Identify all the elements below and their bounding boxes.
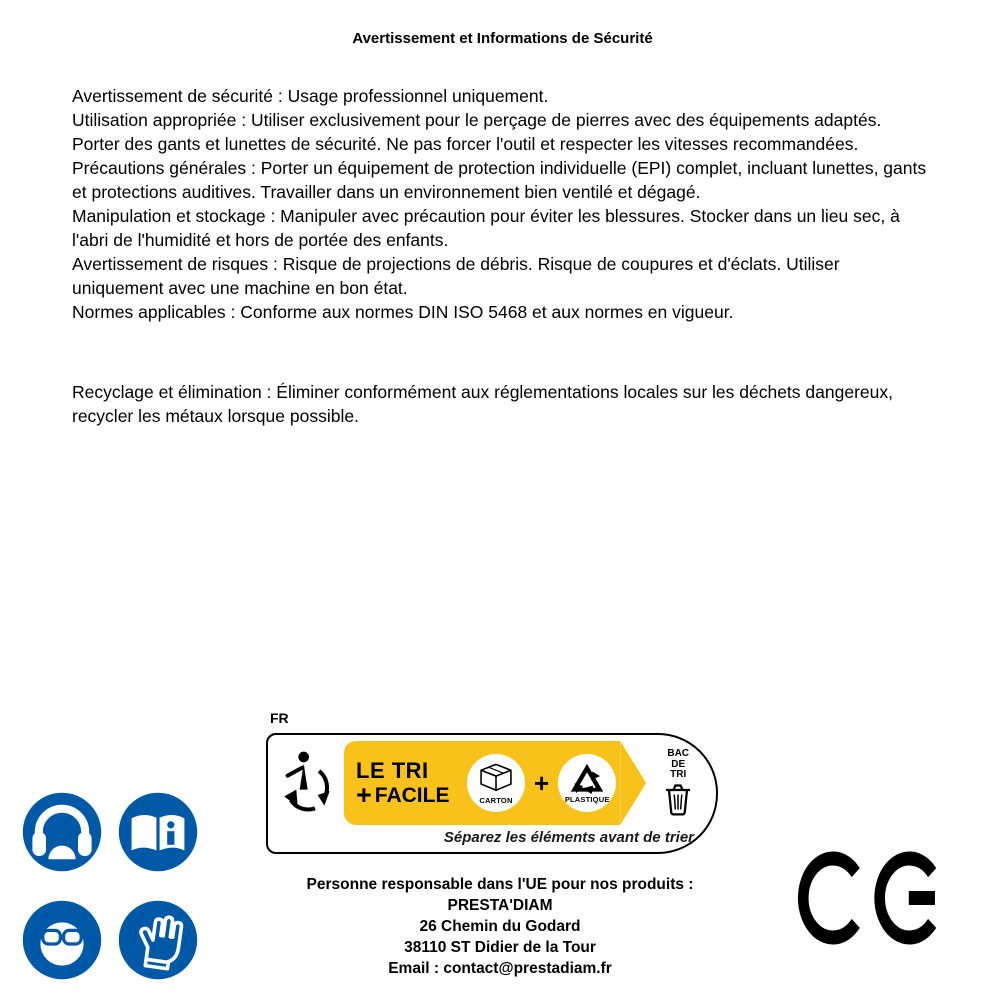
triman-icon [279, 747, 339, 819]
wear-protective-gloves-icon [118, 900, 198, 980]
wear-ear-protection-icon [22, 792, 102, 872]
country-code-label: FR [270, 710, 289, 726]
plastic-recycling-icon [570, 763, 604, 794]
ce-mark [797, 851, 947, 950]
info-tri-sorting-label [266, 733, 718, 854]
responsible-person-block [250, 874, 750, 979]
bin-label-word: BAC [667, 748, 690, 760]
address-line: 38110 ST Didier de la Tour [404, 939, 596, 956]
material-label: CARTON [479, 795, 513, 805]
safety-text-block [72, 84, 932, 428]
le-tri-facile-banner [344, 741, 620, 825]
sorting-tagline: Séparez les éléments avant de trier [443, 829, 694, 846]
read-instruction-manual-icon [118, 792, 198, 872]
brand-line1: LE TRI [356, 757, 429, 783]
safety-paragraph: Avertissement de risques : Risque de projections de débris. Risque de coupures et d'éclats. Utiliser uniquement avec une machine en bon état. [72, 254, 845, 298]
sorting-label-main-row [274, 740, 712, 826]
sorting-bin-block [650, 749, 706, 817]
address-line: 26 Chemin du Godard [419, 918, 581, 935]
material-plastique [558, 754, 616, 812]
material-carton [467, 754, 525, 812]
carton-box-icon [477, 762, 515, 795]
mandatory-safety-icons [22, 792, 198, 980]
safety-paragraph: Avertissement de sécurité : Usage professionnel uniquement. [72, 86, 549, 106]
sorting-bin-icon [663, 781, 693, 817]
responsible-heading: Personne responsable dans l'UE pour nos produits : [306, 876, 694, 893]
company-name: PRESTA'DIAM [447, 897, 553, 914]
triman-logo [274, 747, 344, 819]
brand-line2 [356, 779, 460, 810]
brand-line2-text: FACILE [374, 784, 450, 807]
safety-paragraph: Précautions générales : Porter un équipement de protection individuelle (EPI) complet, incluant lunettes, gants et protections auditives. Travailler dans un environnement bien ventilé et dégagé. [72, 158, 931, 202]
bin-label [667, 749, 689, 781]
bin-label-word: TRI [670, 769, 687, 781]
recycling-paragraph: Recyclage et élimination : Éliminer conformément aux réglementations locales sur les déchets dangereux, recycler les métaux lorsque possible. [72, 382, 898, 426]
page-title: Avertissement et Informations de Sécurité [352, 30, 653, 47]
safety-paragraph: Normes applicables : Conforme aux normes DIN ISO 5468 et aux normes en vigueur. [72, 302, 734, 322]
material-label: PLASTIQUE [564, 794, 610, 804]
ce-mark-icon [797, 851, 947, 945]
banner-arrow-tip [620, 741, 646, 825]
le-tri-facile-logo [356, 757, 460, 810]
brand-plus-sign: + [356, 779, 372, 810]
materials-plus-sign: + [534, 767, 550, 798]
email-line: Email : contact@prestadiam.fr [388, 960, 612, 977]
safety-paragraph: Manipulation et stockage : Manipuler avec précaution pour éviter les blessures. Stocker dans un lieu sec, à l'abri de l'humidité et hors de portée des enfants. [72, 206, 905, 250]
wear-eye-protection-icon [22, 900, 102, 980]
safety-paragraph: Utilisation appropriée : Utiliser exclusivement pour le perçage de pierres avec des équipements adaptés. Porter des gants et lunettes de sécurité. Ne pas forcer l'outil et respecter les vitesses recommandées. [72, 110, 887, 154]
bin-label-word: DE [671, 758, 686, 770]
